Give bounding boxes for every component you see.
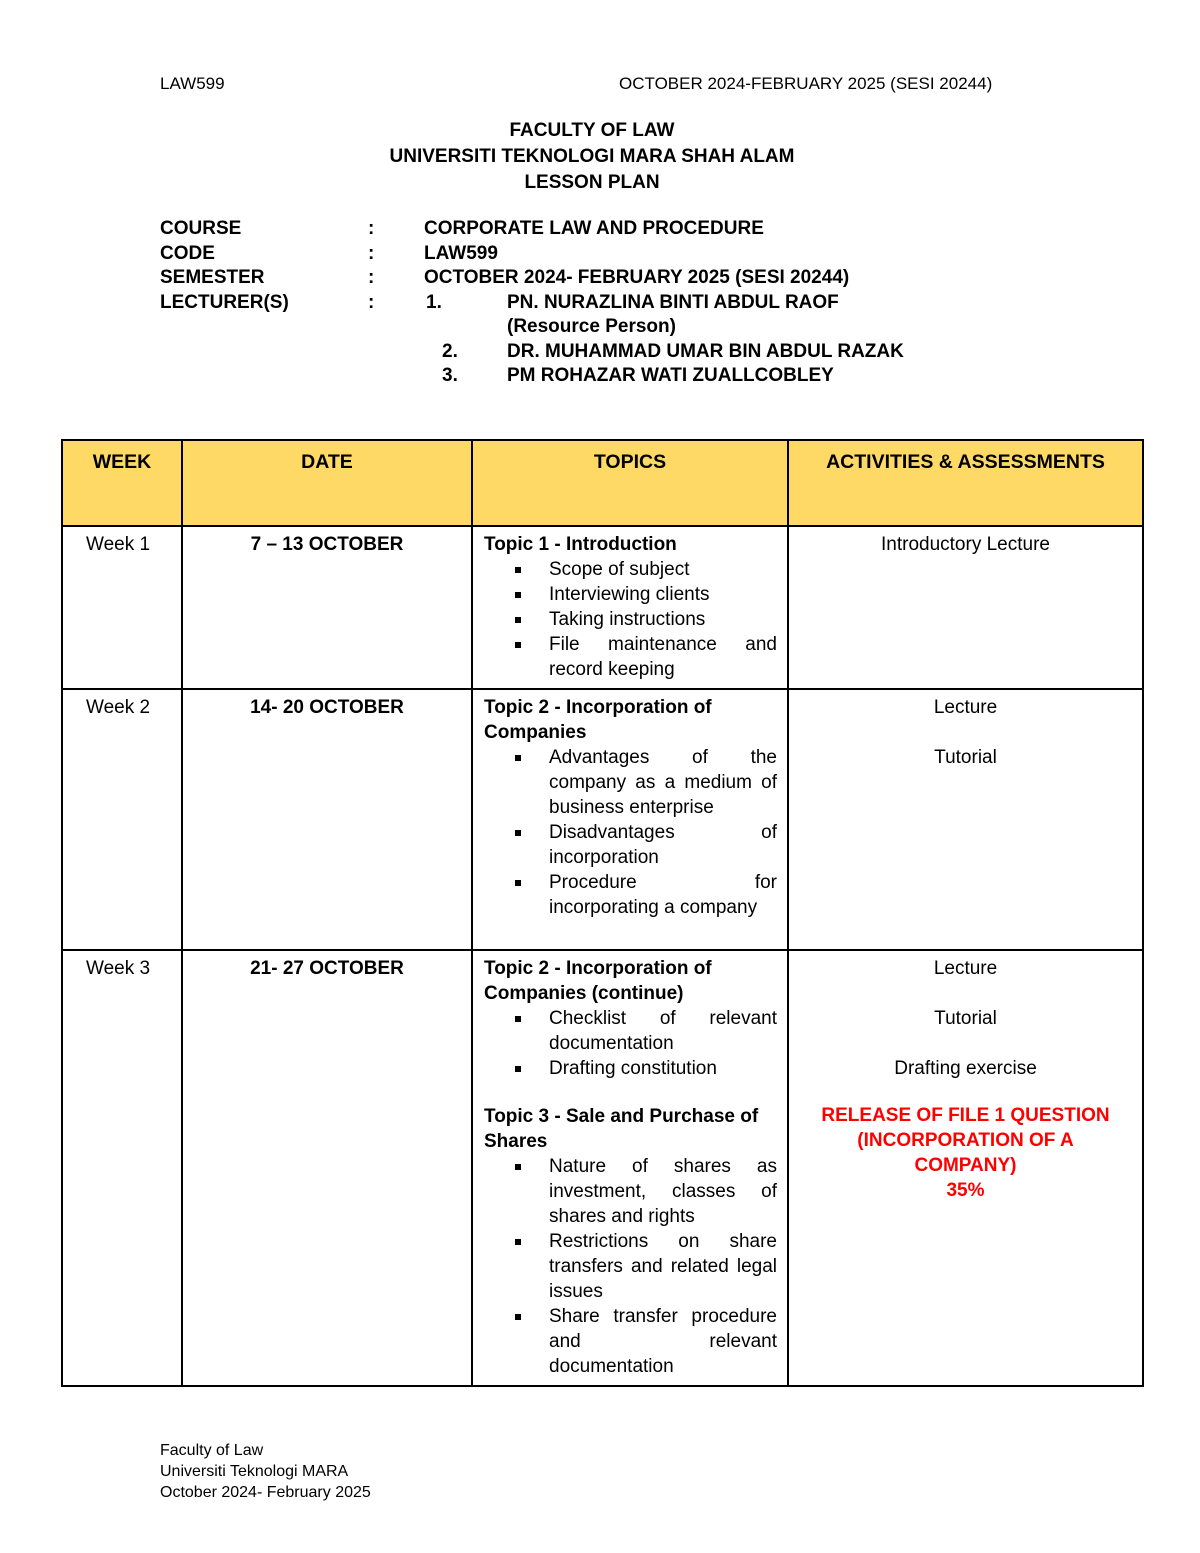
activity-item: Tutorial: [934, 1008, 997, 1029]
topic-bullets: [484, 557, 777, 682]
week-cell: Week 2: [62, 689, 182, 950]
column-header-topics: TOPICS: [472, 440, 788, 526]
activity-item: Introductory Lecture: [881, 534, 1050, 555]
list-item: Drafting constitution: [484, 1056, 777, 1081]
activities-cell: [788, 526, 1143, 689]
code-label: CODE: [160, 242, 215, 264]
list-item: Checklist of relevant documentation: [484, 1006, 777, 1056]
faculty-title: FACULTY OF LAW: [509, 120, 675, 141]
list-item: Scope of subject: [484, 557, 777, 582]
page-footer: [160, 1440, 371, 1503]
topic-bullets: [484, 745, 777, 920]
semester-label: SEMESTER: [160, 267, 265, 288]
course-label: COURSE: [160, 218, 242, 239]
colon: :: [368, 242, 375, 264]
document-titles: [0, 118, 1184, 196]
list-item: Interviewing clients: [484, 582, 777, 607]
lecturer-label: LECTURER(S): [160, 291, 289, 313]
date-cell: 21- 27 OCTOBER: [182, 950, 472, 1386]
lecturer-number: 1.: [426, 291, 442, 313]
table-row: [62, 950, 1143, 1386]
topic-bullets: [484, 1006, 777, 1081]
list-item: Procedure for incorporating a company: [484, 870, 777, 920]
topics-cell: [472, 689, 788, 950]
colon: :: [368, 291, 375, 313]
release-text: RELEASE OF FILE 1 QUESTION (INCORPORATION OF A COMPANY): [821, 1105, 1110, 1176]
date-cell: 7 – 13 OCTOBER: [182, 526, 472, 689]
lesson-plan-table: [61, 439, 1144, 1387]
lecturer-name: DR. MUHAMMAD UMAR BIN ABDUL RAZAK: [507, 340, 904, 362]
activity-item: Drafting exercise: [894, 1058, 1037, 1079]
list-item: Restrictions on share transfers and related legal issues: [484, 1229, 777, 1304]
list-item: Advantages of the company as a medium of business enterprise: [484, 745, 777, 820]
topic-title: Topic 2 - Incorporation of Companies: [484, 697, 712, 743]
lecturer-note: (Resource Person): [507, 316, 676, 337]
colon: :: [368, 267, 375, 288]
activities-cell: [788, 689, 1143, 950]
activities-cell: [788, 950, 1143, 1386]
release-notice: [789, 1103, 1142, 1203]
topics-cell: [472, 526, 788, 689]
week-cell: Week 1: [62, 526, 182, 689]
footer-faculty: Faculty of Law: [160, 1442, 264, 1459]
code-value: LAW599: [424, 242, 498, 264]
header-course-code: LAW599: [160, 74, 225, 93]
list-item: Taking instructions: [484, 607, 777, 632]
topic-title: Topic 3 - Sale and Purchase of Shares: [484, 1106, 759, 1152]
footer-university: Universiti Teknologi MARA: [160, 1463, 349, 1480]
list-item: File maintenance and record keeping: [484, 632, 777, 682]
column-header-week: WEEK: [62, 440, 182, 526]
date-cell: 14- 20 OCTOBER: [182, 689, 472, 950]
footer-semester: October 2024- February 2025: [160, 1484, 371, 1501]
lesson-plan-title: LESSON PLAN: [524, 172, 660, 193]
list-item: Share transfer procedure and relevant documentation: [484, 1304, 777, 1379]
activity-item: Lecture: [933, 697, 998, 718]
semester-value: OCTOBER 2024- FEBRUARY 2025 (SESI 20244): [424, 267, 850, 288]
topics-cell: [472, 950, 788, 1386]
topic-bullets: [484, 1154, 777, 1379]
colon: :: [368, 218, 375, 239]
table-row: [62, 689, 1143, 950]
table-header-row: [62, 440, 1143, 526]
lecturer-name: PM ROHAZAR WATI ZUALLCOBLEY: [507, 365, 834, 386]
activity-item: Lecture: [933, 958, 998, 979]
topic-title: Topic 1 - Introduction: [484, 534, 677, 555]
week-cell: Week 3: [62, 950, 182, 1386]
release-percent: 35%: [946, 1180, 985, 1201]
university-title: UNIVERSITI TEKNOLOGI MARA SHAH ALAM: [389, 146, 795, 167]
lecturer-number: 3.: [442, 365, 458, 386]
lecturer-name: PN. NURAZLINA BINTI ABDUL RAOF: [507, 291, 839, 313]
header-semester: OCTOBER 2024-FEBRUARY 2025 (SESI 20244): [619, 74, 993, 93]
course-value: CORPORATE LAW AND PROCEDURE: [424, 218, 764, 239]
column-header-activities: ACTIVITIES & ASSESSMENTS: [788, 440, 1143, 526]
table-row: [62, 526, 1143, 689]
column-header-date: DATE: [182, 440, 472, 526]
list-item: Nature of shares as investment, classes of shares and rights: [484, 1154, 777, 1229]
activity-item: Tutorial: [934, 747, 997, 768]
topic-title: Topic 2 - Incorporation of Companies (continue): [484, 958, 712, 1004]
lecturer-number: 2.: [442, 340, 458, 362]
list-item: Disadvantages of incorporation: [484, 820, 777, 870]
